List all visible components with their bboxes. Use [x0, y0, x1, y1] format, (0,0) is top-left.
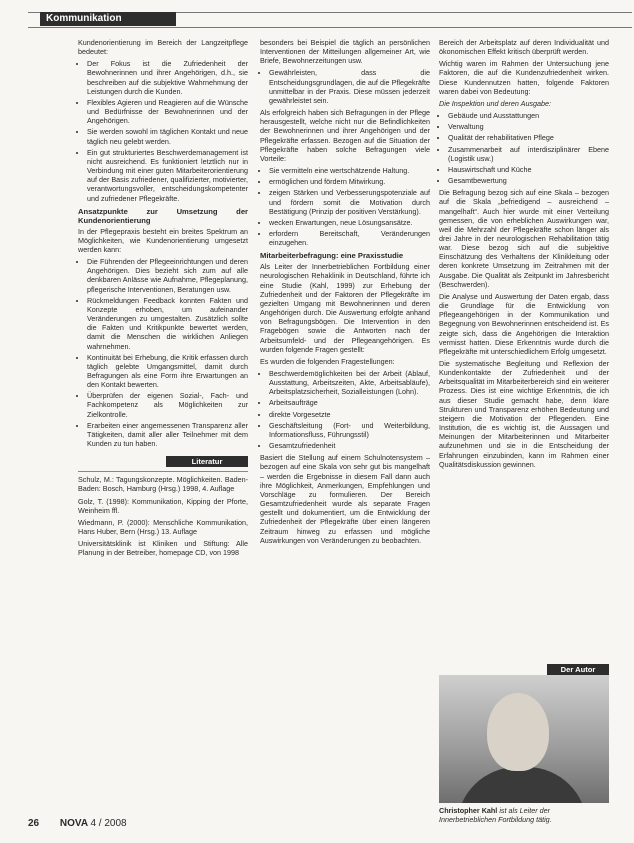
- col2-para: Als erfolgreich haben sich Befragungen in der Pflege herausgestellt, welche nicht nur die Befindlichkeiten der Bewohnerinnen und ihrer Angehörigen und der Pflegekräfte erfassen. Bezogen auf die Situation der Pflegekräfte haben solche Befragungen viele Vorteile:: [260, 108, 430, 163]
- literature-list: [78, 471, 248, 557]
- col2-para: Als Leiter der Innerbetrieblichen Fortbildung einer neurologischen Rehaklinik in Deutschland, führte ich eine Studie (Kahl, 1999) zur Erhebung der Zufriedenheit und der Faktoren der Pflegekräfte im gezielten Umgang mit Bewohnerinnen und deren Angehörigen durch. Die Auswertung erfolgte anhand von Befragungsbögen. Die Intervention in den Fragebögen sowie die Antworten nach der Arbeitsumfeld- und der Pflegeangehörigen. Es wurden folgende Fragen gestellt:: [260, 262, 430, 354]
- author-label: Der Autor: [547, 664, 609, 675]
- literature-item: Universitätsklinik ist Kliniken und Stiftung: Alle Planung in der Betreiber, homepage CD, von 1998: [78, 539, 248, 558]
- literature-item: Schulz, M.: Tagungskonzepte. Möglichkeiten. Baden-Baden: Bosch, Hamburg (Hrsg.) 1998, 4. Auflage: [78, 475, 248, 494]
- column-1: [78, 38, 248, 561]
- section-label: Kommunikation: [40, 12, 176, 26]
- author-box: [439, 664, 609, 824]
- col3-para: Die systematische Begleitung und Reflexion der Kundenkontakte der Zufriedenheit und der Arbeitsqualität im Mitarbeiterbereich sind ein weiterer Prozess. Dies ist eine wichtige Erkenntnis, die ich aus dieser Studie gemacht habe, denn klare Strukturen und Transparenz erhöhen Bedeutung und steigern die Motivation der Pflegenden. Eine Institution, die es wichtig ist, die Aussagen und Meinungen der Mitarbeiterinnen und Mitarbeiter aufzunehmen und sie in die Entscheidung der Erfahrungen einzubinden, kann im Rahmen einer Qualitätsdiskussion gewinnen.: [439, 359, 609, 469]
- col1-bullets-2: [78, 257, 248, 448]
- list-item: • Beschwerdemöglichkeiten bei der Arbeit (Ablauf, Ausstattung, Arbeitszeiten, Akte, Arbeitsabläufe), Arbeitsplatzsicherheit, Sozialleistungen (Lohn).: [269, 369, 430, 396]
- col1-bullets-1: [78, 59, 248, 202]
- col1-para: In der Pflegepraxis besteht ein breites Spektrum an Möglichkeiten, wie Kundenorientierung umgesetzt werden kann:: [78, 226, 248, 254]
- list-item: • Gewährleisten, dass die Entscheidungsgrundlagen, die auf die Pflegekräfte unmittelbar in der Praxis. Diese müssen jederzeit gewährleistet sein.: [269, 68, 430, 105]
- list-item: • Flexibles Agieren und Reagieren auf die Wünsche und Bedürfnisse der Bewohnerinnen und der Angehörigen.: [87, 98, 248, 125]
- col2-heading: Mitarbeiterbefragung: eine Praxisstudie: [260, 251, 404, 261]
- list-item: • Hauswirtschaft und Küche: [448, 165, 609, 174]
- col2-para: besonders bei Beispiel die täglich an persönlichen Interventionen der Mitteilungen allgemeiner Art, wie Briefe, Bewohnerzeitungen usw.: [260, 38, 430, 66]
- list-item: • direkte Vorgesetzte: [269, 410, 430, 419]
- list-item: • Verwaltung: [448, 122, 609, 131]
- column-3: [439, 38, 609, 472]
- list-item: • wecken Erwartungen, neue Lösungsansätze.: [269, 218, 430, 227]
- magazine-name: NOVA: [59, 818, 88, 829]
- page-number: 26: [28, 818, 40, 829]
- list-item: • Ein gut strukturiertes Beschwerdemanagement ist nicht ausreichend. Es funktioniert letztlich nur in Verbindung mit einer guten Mitarbeiterorientierung auf der Basis zufriedener, qualifizierter, motivierter, verantwortungsvoller, entscheidungskompetenter und zufriedener Pflegekräfte.: [87, 148, 248, 203]
- col1-heading: Ansatzpunkte zur Umsetzung der Kundenorientierung: [78, 206, 248, 225]
- list-item: • Arbeitsaufträge: [269, 398, 430, 407]
- col3-list: [439, 111, 609, 185]
- list-item: • Gesamtbewertung: [448, 176, 609, 185]
- list-item: • Überprüfen der eigenen Sozial-, Fach- und Fachkompetenz als Möglichkeiten zur Zielkontrolle.: [87, 391, 248, 418]
- col3-para: Bereich der Arbeitsplatz auf deren Individualität und ökonomischen Effekt kritisch überprüft werden.: [439, 38, 609, 57]
- page-footer: [28, 818, 127, 829]
- list-item: • Der Fokus ist die Zufriedenheit der Bewohnerinnen und ihrer Angehörigen, d.h., sie beschreiben auf die subjektive Wahrnehmung der Leistungen durch die Kunden.: [87, 59, 248, 96]
- list-item: • Geschäftsleitung (Fort- und Weiterbildung, Informationsfluss, Führungsstil): [269, 421, 430, 439]
- issue-number: 4 / 2008: [90, 818, 127, 829]
- column-2: [260, 38, 430, 548]
- author-name: Christopher Kahl: [439, 806, 498, 815]
- list-item: • Erarbeiten einer angemessenen Transparenz aller Tätigkeiten, damit aller aller Teilnehmer mit dem Kunden zu tun haben.: [87, 421, 248, 448]
- list-item: • Kontinuität bei Erhebung, die Kritik erfassen durch täglich gelebte Umgangsmittel, damit durch Befragungen als eine Form ihre Erwartungen an den Kontakt bewerten.: [87, 353, 248, 390]
- list-item: • Qualität der rehabilitativen Pflege: [448, 133, 609, 142]
- list-item: • zeigen Stärken und Verbesserungspotenziale auf und fördern somit die Motivation durch Bestätigung (Prinzip der positiven Verstärkung).: [269, 188, 430, 215]
- col2-para: Es wurden die folgenden Fragestellungen:: [260, 356, 395, 366]
- literature-label: Literatur: [166, 456, 248, 467]
- literature-item: Golz, T. (1998): Kommunikation, Kipping der Pforte, Weinheim ffl.: [78, 496, 248, 515]
- list-item: • Die Führenden der Pflegeeinrichtungen und deren Angehörigen. Dies bezieht sich zum auf alle denkbaren Anlässe wie Aufnahme, Pflegeplanung, pflegerische Interventionen, Beratungen usw.: [87, 257, 248, 294]
- list-item: • Gesamtzufriedenheit: [269, 441, 430, 450]
- literature-item: Wiedmann, P. (2000): Menschliche Kommunikation, Hans Huber, Bern (Hrsg.) 13. Auflage: [78, 517, 248, 537]
- col1-intro: Kundenorientierung im Bereich der Langzeitpflege bedeutet:: [78, 38, 248, 57]
- list-item: • Rückmeldungen Feedback konnten Fakten und Konzepte erhoben, um aufeinander Veränderungen zu umgestalten. Zusätzlich sollte die Fakten und Kritikpunkte bewertet werden, damit die Menschen die wirklichen Anliegen wahrnehmen.: [87, 296, 248, 351]
- list-item: • Gebäude und Ausstattungen: [448, 111, 609, 120]
- col2-para: Basiert die Stellung auf einem Schulnotensystem – bezogen auf eine Skala von sehr gut bis mangelhaft – werden die Ergebnisse in diesem Fall dann auch ihre Möglichkeit, Anmerkungen, Empfehlungen und Vorschläge zu formulieren. Der Bereich Gesamtzufriedenheit wurde als separate Fragen gestellt und dokumentiert, um die Entwicklung der Zufriedenheit der Pflegekräfte über einen längeren Zeitraum hinweg zu erfassen und mögliche Auswirkungen von Veränderungen zu beobachten.: [260, 453, 430, 545]
- list-item: • Zusammenarbeit auf interdisziplinärer Ebene (Logistik usw.): [448, 145, 609, 163]
- col2-bullets-3: [260, 369, 430, 450]
- col2-bullets-2: [260, 166, 430, 247]
- list-item: • Sie werden sowohl im täglichen Kontakt und neue täglich neu gelebt werden.: [87, 127, 248, 145]
- list-item: • ermöglichen und fördern Mitwirkung.: [269, 177, 430, 186]
- list-item: • Sie vermitteln eine wertschätzende Haltung.: [269, 166, 430, 175]
- author-photo: [439, 675, 609, 803]
- author-description: ist als Leiter der Innerbetrieblichen Fortbildung tätig.: [439, 806, 552, 824]
- list-item: • erfordern Bereitschaft, Veränderungen einzugehen.: [269, 229, 430, 247]
- col3-list-label: Die Inspektion und deren Ausgabe:: [439, 98, 552, 108]
- col3-para: Die Befragung bezog sich auf eine Skala – bezogen auf die Skala „befriedigend – ausreichend – mangelhaft“. Auch hier wurde mit einer Verteilung gemessen, die von erheblichen Auswirkungen war, weil die Mehrzahl der Pflegekräfte schon länger als drei Jahre in der neurologischen Rehabilitation tätig war. Diese bezog sich auf die subjektive Einschätzung des Verhaltens der Klinikleitung oder deren konkrete Umsetzung im Zeitrahmen mit der Ausgabe. Die Qualität als Zeitpunkt im Jahresbericht (Beschwerden).: [439, 188, 609, 289]
- col3-para: Wichtig waren im Rahmen der Untersuchung jene Faktoren, die auf die Kundenzufriedenheit wirken. Diese Kundennutzen hatten, folgende Faktoren waren dabei von Bedeutung:: [439, 59, 609, 96]
- col2-bullets-1: [260, 68, 430, 105]
- col3-para: Die Analyse und Auswertung der Daten ergab, dass die Grundlage für die Entwicklung von Pflegeangehörigen in der Kommunikation und Begegnung von Bewohnerinnen entscheidend ist. Es zeigte sich, dass die Angehörigen die Interaktion vermisst hatten. Diese Erkenntnis wurde durch die Pflegekräfte mit unterschiedlichem Erfolg umgesetzt.: [439, 291, 609, 356]
- author-caption: [439, 806, 609, 824]
